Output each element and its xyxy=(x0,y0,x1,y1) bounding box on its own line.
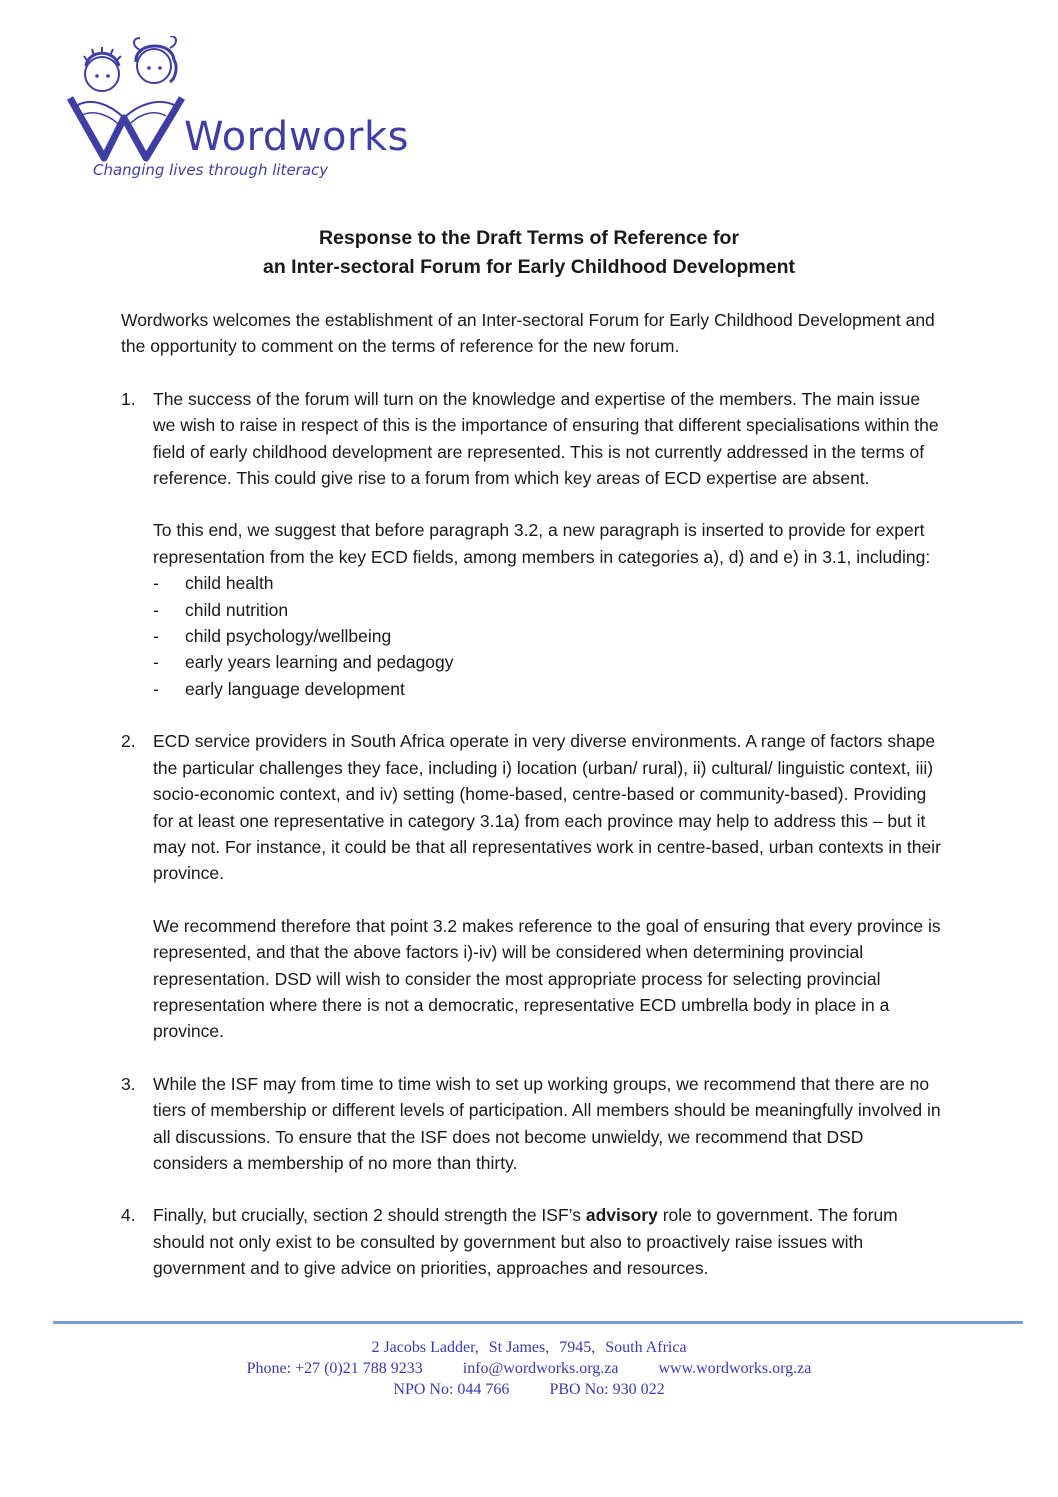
footer-email-link[interactable]: info@wordworks.org.za xyxy=(462,1360,619,1377)
footer-divider xyxy=(53,1321,1023,1324)
footer-phone: Phone: +27 (0)21 788 9233 xyxy=(246,1360,423,1377)
item-paragraph: ECD service providers in South Africa operate in very diverse environments. A range of factors shape the particular challenges they face, including i) location (urban/ rural), ii) cultural/ linguistic context, iii) socio-economic context, and iv) setting (home-based, centre-based or community-based). Providing for at least one representative in category 3.1a) from each province may help to address this – but it may not. For instance, it could be that all representatives work in centre-based, urban contexts in their province. xyxy=(153,731,941,884)
footer xyxy=(0,1337,1058,1400)
logo-tagline: Changing lives through literacy xyxy=(93,161,329,179)
list-item: - child psychology/wellbeing xyxy=(153,626,392,647)
list-item: - child nutrition xyxy=(153,599,289,620)
item-paragraph: To this end, we suggest that before paragraph 3.2, a new paragraph is inserted to provide for expert representation from the key ECD fields, among members in categories a), d) and e) in 3.1, including: xyxy=(153,520,931,567)
title-line-1: Response to the Draft Terms of Reference for xyxy=(318,227,740,249)
list-item: - early years learning and pedagogy xyxy=(153,652,454,673)
document-title xyxy=(0,224,1058,282)
footer-npo: NPO No: 044 766 xyxy=(393,1381,510,1398)
list-item: - early language development xyxy=(153,678,405,699)
footer-registration xyxy=(0,1379,1058,1400)
title-line-2: an Inter-sectoral Forum for Early Childhood Development xyxy=(263,256,795,278)
item-number: 4. xyxy=(121,1205,136,1226)
logo-wordmark: Wordworks xyxy=(184,114,409,160)
item-number: 1. xyxy=(121,388,136,409)
footer-pbo: PBO No: 930 022 xyxy=(549,1381,665,1398)
expertise-list xyxy=(153,570,941,702)
item-paragraph: Finally, but crucially, section 2 should strength the ISF’s advisory role to government. The forum should not only exist to be consulted by government but also to proactively raise issues with government and to give advice on priorities, approaches and resources. xyxy=(153,1205,898,1279)
item-number: 2. xyxy=(121,731,136,752)
wordworks-logo xyxy=(62,36,409,186)
footer-contact xyxy=(0,1358,1058,1379)
emphasis-advisory: advisory xyxy=(585,1205,658,1226)
numbered-item-4 xyxy=(121,1202,941,1281)
item-number: 3. xyxy=(121,1073,136,1094)
numbered-item-2 xyxy=(121,728,941,1044)
footer-address: 2 Jacobs Ladder, St James, 7945, South Africa xyxy=(371,1339,687,1356)
item-paragraph: We recommend therefore that point 3.2 makes reference to the goal of ensuring that every province is represented, and that the above factors i)-iv) will be considered when determining provincial representation. DSD will wish to consider the most appropriate process for selecting provincial representation where there is not a democratic, representative ECD umbrella body in place in a province. xyxy=(153,915,941,1042)
document-body xyxy=(121,307,941,1308)
numbered-item-1 xyxy=(121,386,941,702)
intro-paragraph: Wordworks welcomes the establishment of an Inter-sectoral Forum for Early Childhood Development and the opportunity to comment on the terms of reference for the new forum. xyxy=(121,310,935,357)
numbered-item-3 xyxy=(121,1071,941,1177)
footer-website-link[interactable]: www.wordworks.org.za xyxy=(658,1360,812,1377)
item-paragraph: The success of the forum will turn on the knowledge and expertise of the members. The main issue we wish to raise in respect of this is the importance of ensuring that different specialisations within the field of early childhood development are represented. This is not currently addressed in the terms of reference. This could give rise to a forum from which key areas of ECD expertise are absent. xyxy=(153,388,939,489)
list-item: - child health xyxy=(153,573,274,594)
item-paragraph: While the ISF may from time to time wish to set up working groups, we recommend that there are no tiers of membership or different levels of participation. All members should be meaningfully involved in all discussions. To ensure that the ISF does not become unwieldy, we recommend that DSD considers a membership of no more than thirty. xyxy=(153,1073,941,1173)
